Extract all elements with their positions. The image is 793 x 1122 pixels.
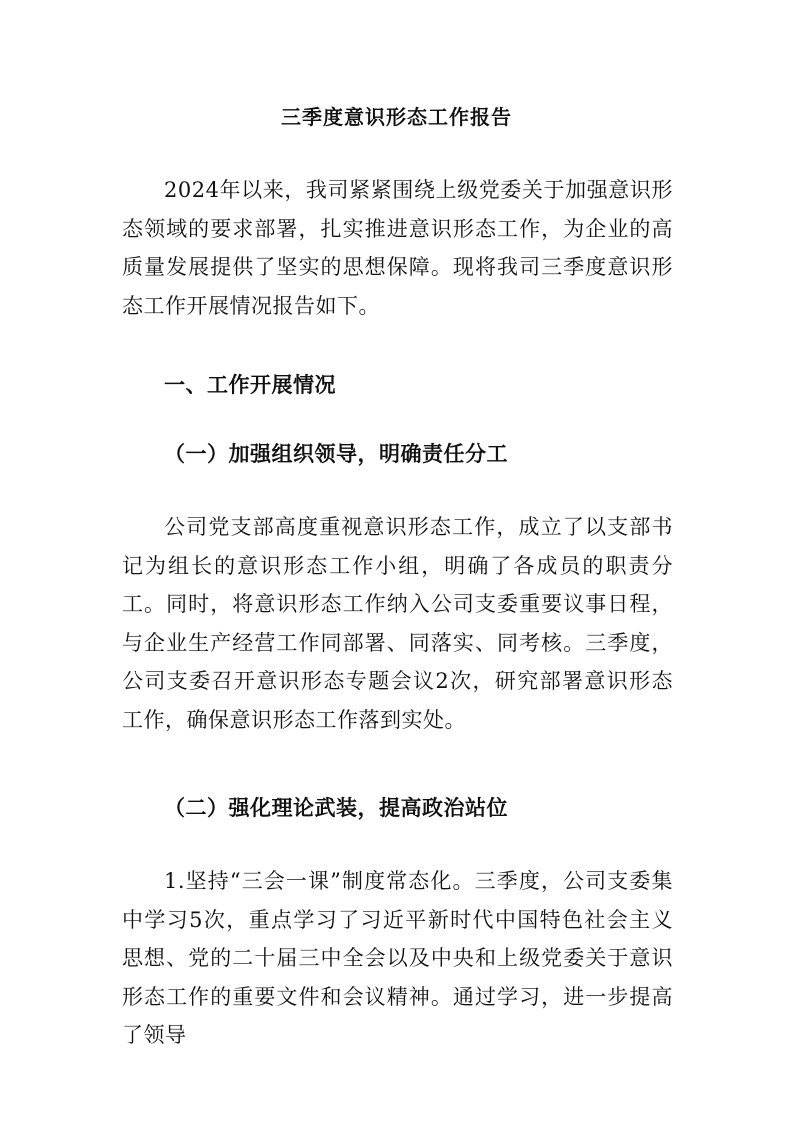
section-heading-work-progress: 一、工作开展情况: [164, 372, 336, 397]
subsection-heading-organization: （一）加强组织领导，明确责任分工: [164, 441, 508, 466]
intro-paragraph: 2024年以来，我司紧紧围绕上级党委关于加强意识形态领域的要求部署，扎实推进意识形态工作，为企业的高质量发展提供了坚实的思想保障。现将我司三季度意识形态工作开展情况报告如下。: [122, 178, 673, 318]
subsection-heading-theory: （二）强化理论武装，提高政治站位: [164, 795, 508, 820]
subsection-body-organization: 公司党支部高度重视意识形态工作，成立了以支部书记为组长的意识形态工作小组，明确了各成员的职责分工。同时，将意识形态工作纳入公司支委重要议事日程，与企业生产经营工作同部署、同落实、同考核。三季度，公司支委召开意识形态专题会议2次，研究部署意识形态工作，确保意识形态工作落到实处。: [122, 515, 673, 732]
document-title: 三季度意识形态工作报告: [281, 105, 512, 129]
subsection-item-meetings: 1.坚持“三会一课”制度常态化。三季度，公司支委集中学习5次，重点学习了习近平新时代中国特色社会主义思想、党的二十届三中全会以及中央和上级党委关于意识形态工作的重要文件和会议精神。通过学习，进一步提高了领导: [122, 869, 673, 1047]
